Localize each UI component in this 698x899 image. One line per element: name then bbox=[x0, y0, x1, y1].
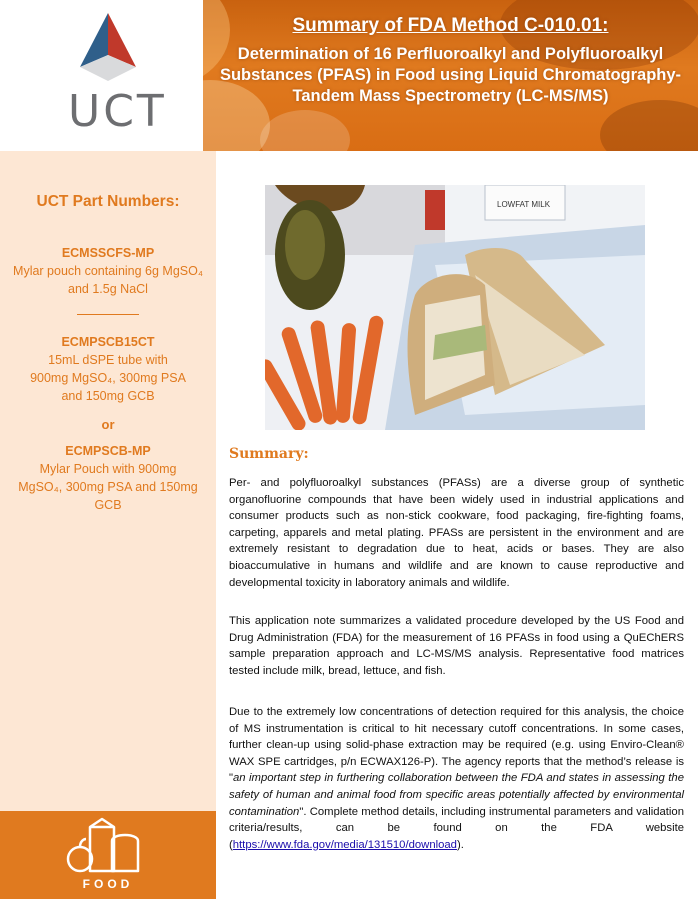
milk-carton-label: LOWFAT MILK bbox=[497, 200, 551, 209]
summary-paragraph bbox=[229, 704, 684, 853]
part-code: ECMPSCB15CT bbox=[61, 335, 155, 349]
banner-texture bbox=[260, 110, 350, 151]
part-description: Mylar pouch containing 6g MgSO₄ and 1.5g NaCl bbox=[13, 264, 203, 296]
part-numbers-heading: UCT Part Numbers: bbox=[36, 193, 180, 210]
uct-logo bbox=[0, 0, 203, 151]
summary-paragraph: This application note summarizes a validated procedure developed by the US Food and Drug Administration (FDA) for the measurement of 16 PFASs in food using a QuEChERS sample preparation approach and LC-MS/MS analysis. Representative food matrices tested include milk, bread, lettuce, and fish. bbox=[229, 615, 684, 677]
paragraph-text: ". Complete method details, including instrumental parameters and validation criteria/results, can be found on the FDA website ( bbox=[229, 805, 684, 851]
part-item bbox=[0, 333, 216, 405]
paragraph-text: ). bbox=[456, 838, 464, 851]
divider bbox=[77, 314, 139, 315]
part-description: 15mL dSPE tube with 900mg MgSO₄, 300mg PSA and 150mg GCB bbox=[30, 353, 186, 403]
or-label: or bbox=[101, 417, 115, 432]
uct-triangle-icon bbox=[78, 11, 138, 83]
part-item bbox=[0, 244, 216, 298]
food-category-badge bbox=[0, 811, 216, 899]
sidebar bbox=[0, 151, 216, 811]
part-item bbox=[0, 442, 216, 514]
food-icon bbox=[56, 815, 160, 875]
food-photo bbox=[265, 185, 645, 430]
summary-heading: Summary: bbox=[229, 446, 309, 462]
part-description: Mylar Pouch with 900mg MgSO₄, 300mg PSA and 150mg GCB bbox=[18, 462, 198, 512]
paragraph-text: Due to the extremely low concentrations of detection required for this analysis, the choice of MS instrumentation is critical to hit necessary cutoff concentrations. In some cases, further clean-up using solid-phase extraction may be required (e.g. using Enviro-Clean® WAX SPE cartridges, p/n ECWAX126-P). The agency reports that the method’s release is " bbox=[229, 706, 684, 785]
banner-texture bbox=[600, 100, 698, 151]
summary-paragraph: Per- and polyfluoroalkyl substances (PFASs) are a diverse group of synthetic organofluorine compounds that have been widely used in industrial applications and consumer products such as non-stick cookware, food packaging, fire-fighting foams, carpeting, apparels and metal plating. PFASs are persistent in the environment and are extremely resistant to degradation due to heat, acids or bases. They are also bioaccumulative in humans and wildlife and are known to cause reproductive and developmental toxicity in laboratory animals and wildlife. bbox=[229, 477, 684, 589]
header-banner bbox=[0, 0, 698, 151]
part-code: ECMSSCFS-MP bbox=[61, 246, 155, 260]
page-title: Summary of FDA Method C-010.01: bbox=[292, 15, 609, 36]
food-label: FOOD bbox=[82, 877, 134, 891]
title-block bbox=[203, 14, 698, 107]
page-subtitle: Determination of 16 Perfluoroalkyl and Polyfluoroalkyl Substances (PFAS) in Food using Liquid Chromatography-Tandem Mass Spectrometry (LC-MS/MS) bbox=[219, 45, 682, 105]
fda-link[interactable]: https://www.fda.gov/media/131510/download bbox=[232, 838, 457, 851]
fda-quote: an important step in furthering collaboration between the FDA and states in assessing the safety of human and animal food from specific areas potentially affected by environmental contamination bbox=[229, 772, 684, 818]
logo-wordmark: UCT bbox=[68, 86, 167, 137]
part-code: ECMPSCB-MP bbox=[65, 444, 151, 458]
